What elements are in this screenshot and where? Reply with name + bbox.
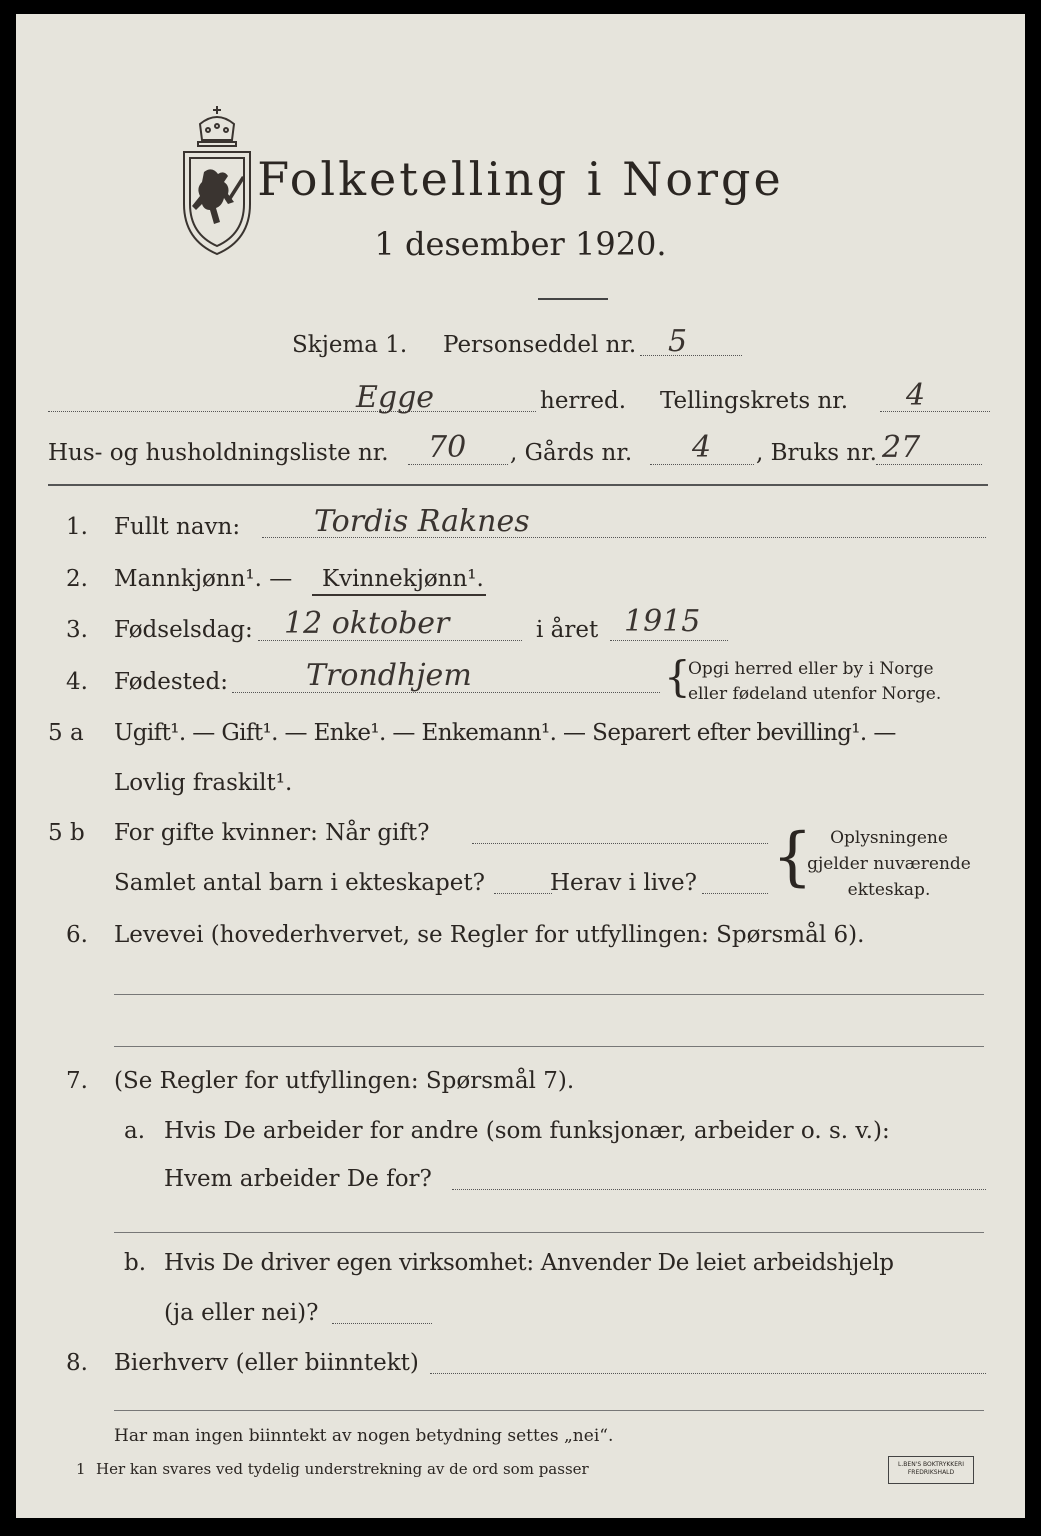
q3-year-field-line xyxy=(610,640,728,641)
q4-note-line-2: eller fødeland utenfor Norge. xyxy=(688,684,942,704)
q8-number: 8. xyxy=(66,1350,88,1376)
q2-underline-mark xyxy=(312,594,486,596)
printer-stamp-line-1: L.BEN'S BOKTRYKKERI xyxy=(898,1461,964,1468)
q5b-label-children: Samlet antal barn i ekteskapet? xyxy=(114,870,485,896)
q2-option-female[interactable]: Kvinnekjønn¹. xyxy=(322,566,484,592)
q5b-note-brace: { xyxy=(772,820,813,894)
q7a-line-1: Hvis De arbeider for andre (som funksjonær, arbeider o. s. v.): xyxy=(164,1118,890,1144)
q5b-label-married: For gifte kvinner: Når gift? xyxy=(114,820,430,846)
q6-answer-line-1 xyxy=(114,994,984,995)
hus-value[interactable]: 70 xyxy=(428,430,467,465)
q8-label: Bierhverv (eller biinntekt) xyxy=(114,1350,419,1376)
q3-label: Fødselsdag: xyxy=(114,617,253,643)
q5b-married-field-line xyxy=(472,843,768,844)
q5a-number: 5 a xyxy=(48,720,84,746)
q2-option-male[interactable]: Mannkjønn¹. — xyxy=(114,566,293,592)
q5b-label-alive: Herav i live? xyxy=(550,870,697,896)
q5a-options[interactable]: Ugift¹. — Gift¹. — Enke¹. — Enkemann¹. — Separert efter bevilling¹. — xyxy=(114,720,896,746)
herred-field-line xyxy=(48,411,536,412)
census-date: 1 desember 1920. xyxy=(374,225,667,263)
q3-year-value[interactable]: 1915 xyxy=(624,604,701,639)
q5a-option-divorced[interactable]: Lovlig fraskilt¹. xyxy=(114,770,293,796)
q7a-field-line xyxy=(452,1189,986,1190)
q7b-line-1: Hvis De driver egen virksomhet: Anvender De leiet arbeidshjelp xyxy=(164,1250,894,1276)
q5b-note-line-3: ekteskap. xyxy=(847,880,931,900)
q6-label: Levevei (hovederhvervet, se Regler for utfyllingen: Spørsmål 6). xyxy=(114,922,865,948)
herred-value[interactable]: Egge xyxy=(356,380,435,415)
q5b-alive-field-line xyxy=(702,893,768,894)
bruks-label: , Bruks nr. xyxy=(756,440,877,466)
gards-label: , Gårds nr. xyxy=(510,440,633,466)
tellingskrets-label: Tellingskrets nr. xyxy=(660,388,849,414)
q1-label: Fullt navn: xyxy=(114,514,241,540)
q4-note-brace: { xyxy=(664,652,691,701)
q7b-marker: b. xyxy=(124,1250,147,1276)
census-form-sheet xyxy=(16,14,1025,1518)
q5b-note-line-1: Oplysningene xyxy=(830,828,948,848)
printer-stamp-line-2: FREDRIKSHALD xyxy=(907,1469,955,1476)
footnote-mark: 1 xyxy=(76,1460,86,1478)
q5b-children-field-line xyxy=(494,893,552,894)
title-divider xyxy=(538,298,608,300)
footnote-text: Her kan svares ved tydelig understrekning av de ord som passer xyxy=(96,1460,589,1478)
q3-year-label: i året xyxy=(536,617,599,643)
q7b-field-line xyxy=(332,1323,432,1324)
q1-value[interactable]: Tordis Raknes xyxy=(314,504,530,539)
q7b-line-2: (ja eller nei)? xyxy=(164,1300,319,1326)
q1-number: 1. xyxy=(66,514,88,540)
personseddel-label: Personseddel nr. xyxy=(443,332,637,358)
q4-label: Fødested: xyxy=(114,669,229,695)
q4-note-line-1: Opgi herred eller by i Norge xyxy=(688,659,934,679)
q2-number: 2. xyxy=(66,566,88,592)
q6-answer-line-2 xyxy=(114,1046,984,1047)
gards-value[interactable]: 4 xyxy=(692,430,712,465)
form-title: Folketelling i Norge xyxy=(257,152,784,206)
tellingskrets-field-line xyxy=(880,411,990,412)
q7a-answer-line xyxy=(114,1232,984,1233)
bruks-value[interactable]: 27 xyxy=(882,430,921,465)
q7-label: (Se Regler for utfyllingen: Spørsmål 7). xyxy=(114,1068,575,1094)
q7a-line-2: Hvem arbeider De for? xyxy=(164,1166,432,1192)
q6-number: 6. xyxy=(66,922,88,948)
personseddel-value[interactable]: 5 xyxy=(668,324,688,359)
q4-value[interactable]: Trondhjem xyxy=(306,658,472,693)
tellingskrets-value[interactable]: 4 xyxy=(906,378,926,413)
q8-note: Har man ingen biinntekt av nogen betydning settes „nei“. xyxy=(114,1426,614,1446)
q3-number: 3. xyxy=(66,617,88,643)
q5b-number: 5 b xyxy=(48,820,85,846)
printer-stamp xyxy=(888,1456,974,1484)
q3-value[interactable]: 12 oktober xyxy=(284,606,450,641)
q8-field-line xyxy=(430,1373,986,1374)
q7-number: 7. xyxy=(66,1068,88,1094)
header-rule xyxy=(48,484,988,486)
q8-answer-line xyxy=(114,1410,984,1411)
q7a-marker: a. xyxy=(124,1118,146,1144)
skjema-label: Skjema 1. xyxy=(292,332,408,358)
herred-label: herred. xyxy=(540,388,627,414)
q4-number: 4. xyxy=(66,669,88,695)
personseddel-field-line xyxy=(640,355,742,356)
q5b-note-line-2: gjelder nuværende xyxy=(807,854,971,874)
hus-label: Hus- og husholdningsliste nr. xyxy=(48,440,389,466)
